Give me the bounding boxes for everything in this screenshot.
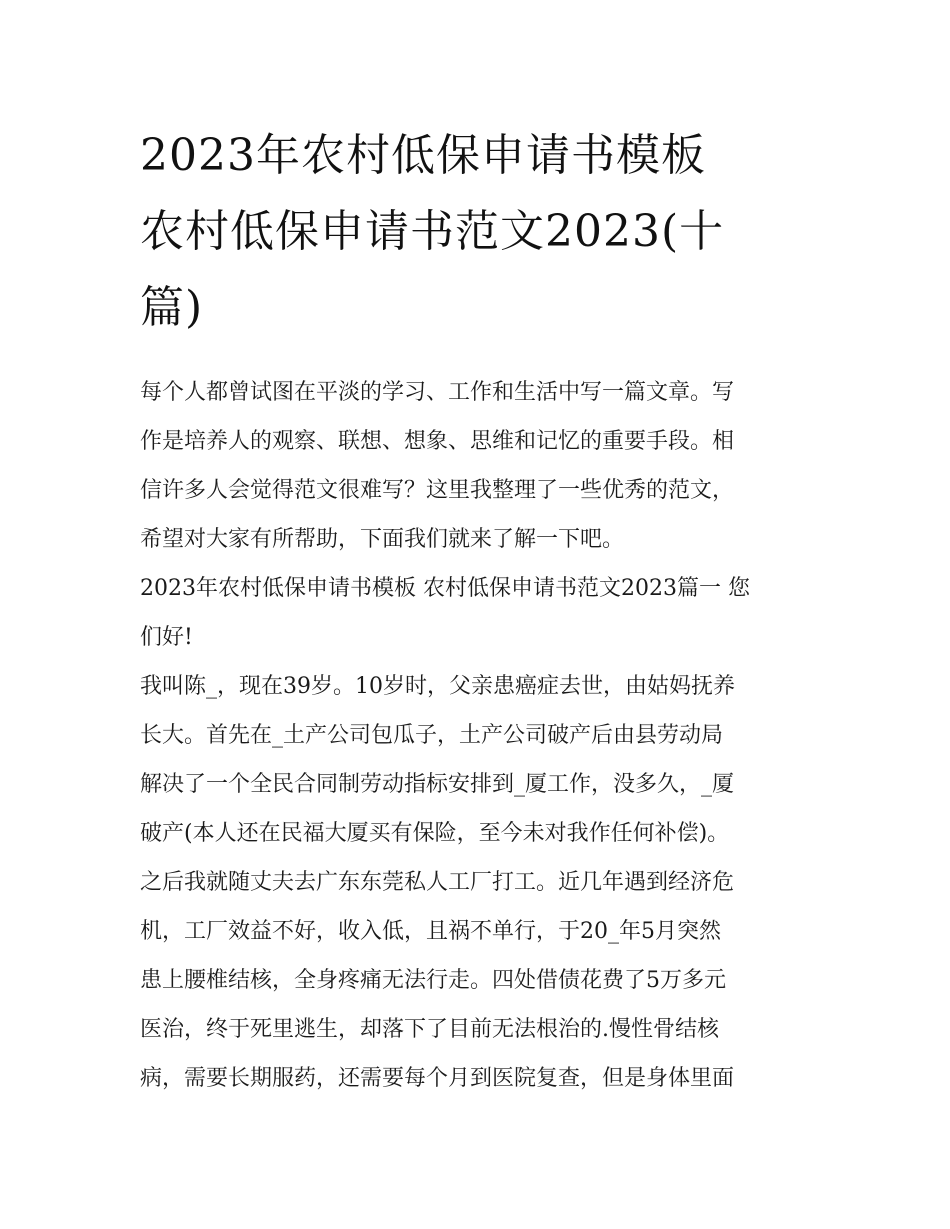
body-line-14: 医治，终于死里逃生，却落下了目前无法根治的.慢性骨结核	[140, 1017, 719, 1042]
title-line-1: 2023年农村低保申请书模板	[140, 130, 706, 181]
body-line-12: 机，工厂效益不好，收入低，且祸不单行，于20_年5月突然	[140, 919, 721, 944]
body-line-13: 患上腰椎结核，全身疼痛无法行走。四处借债花费了5万多元	[140, 968, 726, 993]
title-line-2: 农村低保申请书范文2023(十	[140, 206, 725, 257]
document-title	[140, 118, 815, 346]
document-body	[140, 368, 815, 1103]
body-line-10: 破产(本人还在民福大厦买有保险，至今未对我作任何补偿)。	[140, 821, 730, 846]
body-line-5: 2023年农村低保申请书模板 农村低保申请书范文2023篇一 您	[140, 576, 750, 601]
body-line-2: 作是培养人的观察、联想、想象、思维和记忆的重要手段。相	[140, 429, 735, 454]
document-content	[140, 118, 815, 1103]
body-line-8: 长大。首先在_土产公司包瓜子，土产公司破产后由县劳动局	[140, 723, 724, 748]
body-line-11: 之后我就随丈夫去广东东莞私人工厂打工。近几年遇到经济危	[140, 870, 735, 895]
body-line-6: 们好!	[140, 625, 193, 650]
body-line-1: 每个人都曾试图在平淡的学习、工作和生活中写一篇文章。写	[140, 380, 735, 405]
body-line-9: 解决了一个全民合同制劳动指标安排到_厦工作，没多久，_厦	[140, 772, 735, 797]
body-line-7: 我叫陈_，现在39岁。10岁时，父亲患癌症去世，由姑妈抚养	[140, 674, 735, 699]
body-line-15: 病，需要长期服药，还需要每个月到医院复查，但是身体里面	[140, 1066, 735, 1091]
title-line-3: 篇)	[140, 282, 204, 333]
body-line-3: 信许多人会觉得范文很难写？这里我整理了一些优秀的范文，	[140, 478, 735, 503]
body-line-4: 希望对大家有所帮助，下面我们就来了解一下吧。	[140, 527, 625, 552]
